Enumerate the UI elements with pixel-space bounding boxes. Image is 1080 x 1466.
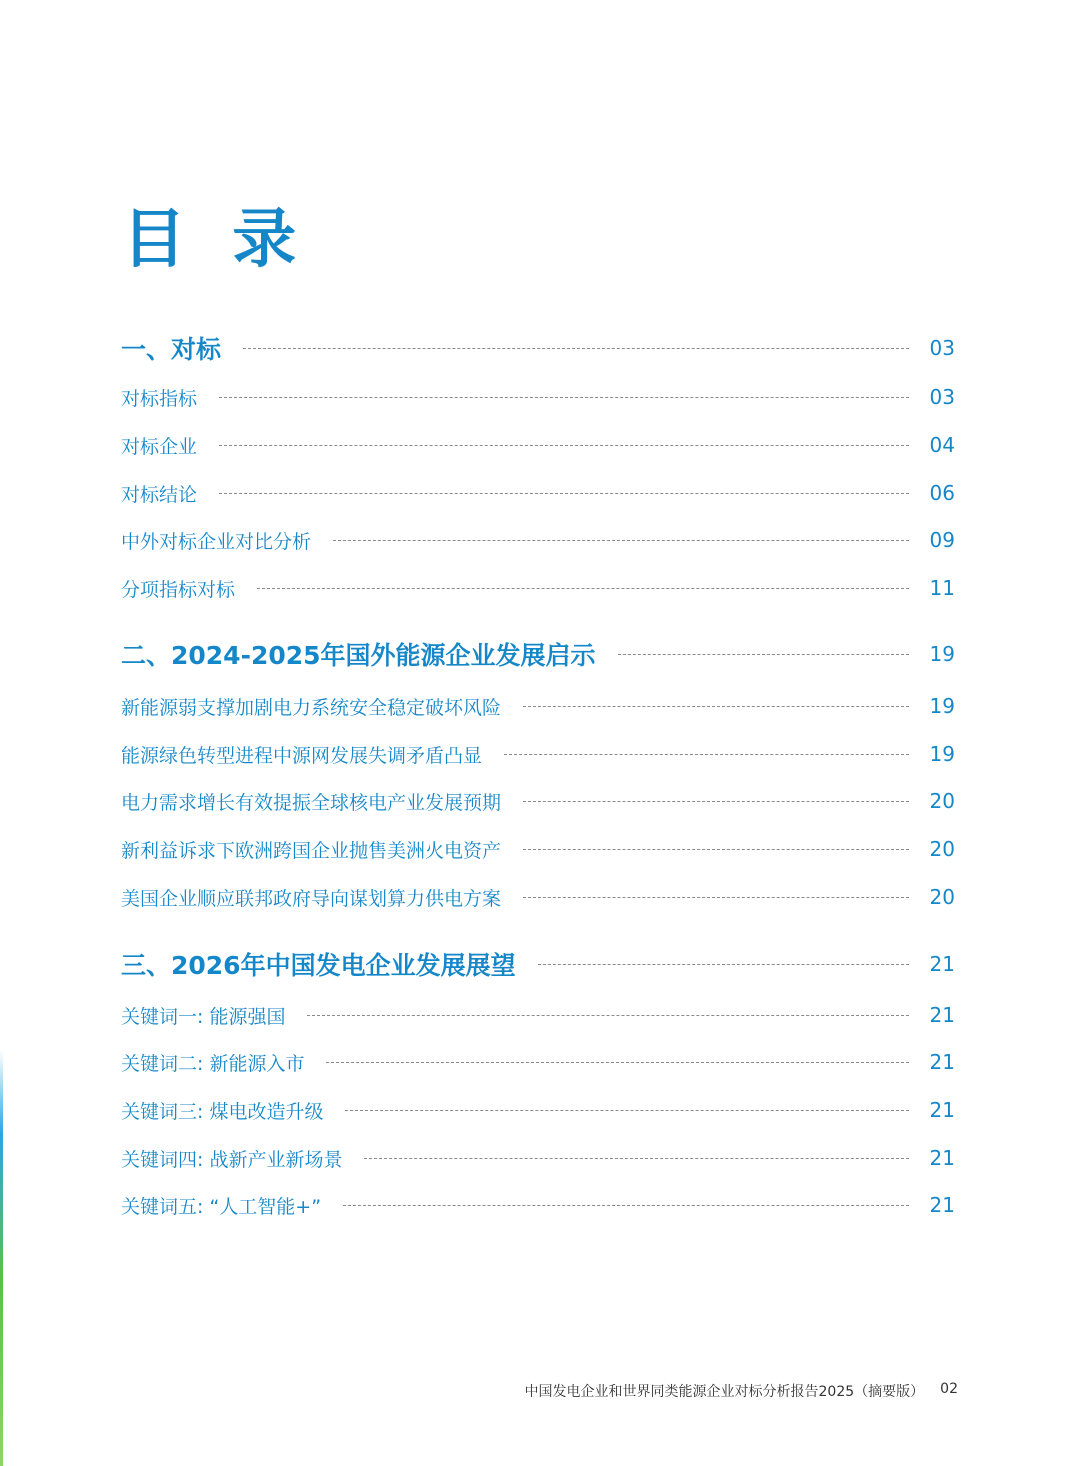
toc-item[interactable] (121, 737, 955, 771)
toc-page-number: 03 (929, 385, 955, 409)
toc-page-number: 21 (929, 1146, 955, 1170)
toc-page-number: 21 (929, 1098, 955, 1122)
leader-dots (523, 849, 909, 850)
page-footer (525, 1381, 958, 1401)
toc-page-number: 20 (929, 885, 955, 909)
toc-section-1[interactable] (121, 331, 955, 365)
toc-page-number: 20 (929, 837, 955, 861)
toc-item[interactable] (121, 523, 955, 557)
toc-page-number: 21 (929, 1003, 955, 1027)
toc-item-label: 新利益诉求下欧洲跨国企业抛售美洲火电资产 (121, 839, 502, 862)
toc-page-number: 19 (929, 642, 955, 666)
toc-section-2[interactable] (121, 637, 955, 671)
toc-item[interactable] (121, 476, 955, 510)
leader-dots (243, 348, 909, 349)
toc-section-label: 一、对标 (121, 335, 222, 364)
leader-dots (307, 1015, 909, 1016)
leader-dots (326, 1062, 909, 1063)
leader-dots (345, 1110, 909, 1111)
toc-section-label: 二、2024-2025年国外能源企业发展启示 (121, 641, 596, 670)
toc-item[interactable] (121, 1045, 955, 1079)
toc-page-number: 04 (929, 433, 955, 457)
toc-page-number: 03 (929, 336, 955, 360)
leader-dots (523, 801, 909, 802)
leader-dots (618, 654, 909, 655)
toc-item-label: 对标结论 (121, 483, 198, 506)
toc-item-label: 新能源弱支撑加剧电力系统安全稳定破坏风险 (121, 696, 502, 719)
toc-item-label: 关键词三: 煤电改造升级 (121, 1100, 324, 1123)
toc-item[interactable] (121, 380, 955, 414)
toc-item-label: 能源绿色转型进程中源网发展失调矛盾凸显 (121, 744, 483, 767)
toc-item-label: 关键词二: 新能源入市 (121, 1052, 305, 1075)
leader-dots (257, 588, 909, 589)
toc-item[interactable] (121, 1141, 955, 1175)
toc-item[interactable] (121, 1188, 955, 1222)
toc-item-label: 关键词五: “人工智能+” (121, 1195, 322, 1218)
leader-dots (219, 397, 909, 398)
toc-page-number: 06 (929, 481, 955, 505)
toc-item-label: 美国企业顺应联邦政府导向谋划算力供电方案 (121, 887, 502, 910)
toc-item[interactable] (121, 784, 955, 818)
toc-page-number: 21 (929, 1193, 955, 1217)
leader-dots (219, 493, 909, 494)
toc-page-number: 09 (929, 528, 955, 552)
toc-item[interactable] (121, 1093, 955, 1127)
toc-page-number: 19 (929, 694, 955, 718)
toc-item-label: 电力需求增长有效提振全球核电产业发展预期 (121, 791, 502, 814)
toc-page-number: 11 (929, 576, 955, 600)
leader-dots (523, 897, 909, 898)
leader-dots (364, 1158, 909, 1159)
leader-dots (504, 754, 909, 755)
toc-item[interactable] (121, 832, 955, 866)
toc-section-label: 三、2026年中国发电企业发展展望 (121, 951, 516, 980)
toc-page-number: 21 (929, 952, 955, 976)
toc-item[interactable] (121, 880, 955, 914)
page-title: 目 录 (122, 203, 309, 277)
side-accent-bar (0, 1050, 3, 1466)
leader-dots (538, 964, 909, 965)
toc-item-label: 关键词四: 战新产业新场景 (121, 1148, 343, 1171)
toc-item-label: 中外对标企业对比分析 (121, 530, 312, 553)
leader-dots (333, 540, 909, 541)
footer-page-number: 02 (940, 1381, 958, 1397)
toc-item[interactable] (121, 998, 955, 1032)
toc-item-label: 对标企业 (121, 435, 198, 458)
toc-item-label: 分项指标对标 (121, 578, 236, 601)
leader-dots (523, 706, 909, 707)
toc-page-number: 21 (929, 1050, 955, 1074)
leader-dots (343, 1205, 909, 1206)
toc-item[interactable] (121, 689, 955, 723)
toc-item-label: 关键词一: 能源强国 (121, 1005, 286, 1028)
toc-page-number: 19 (929, 742, 955, 766)
toc-page-number: 20 (929, 789, 955, 813)
footer-report-title: 中国发电企业和世界同类能源企业对标分析报告2025（摘要版） (524, 1384, 925, 1400)
toc-item[interactable] (121, 428, 955, 462)
toc-item-label: 对标指标 (121, 387, 198, 410)
toc-section-3[interactable] (121, 947, 955, 981)
leader-dots (219, 445, 909, 446)
toc-item[interactable] (121, 571, 955, 605)
